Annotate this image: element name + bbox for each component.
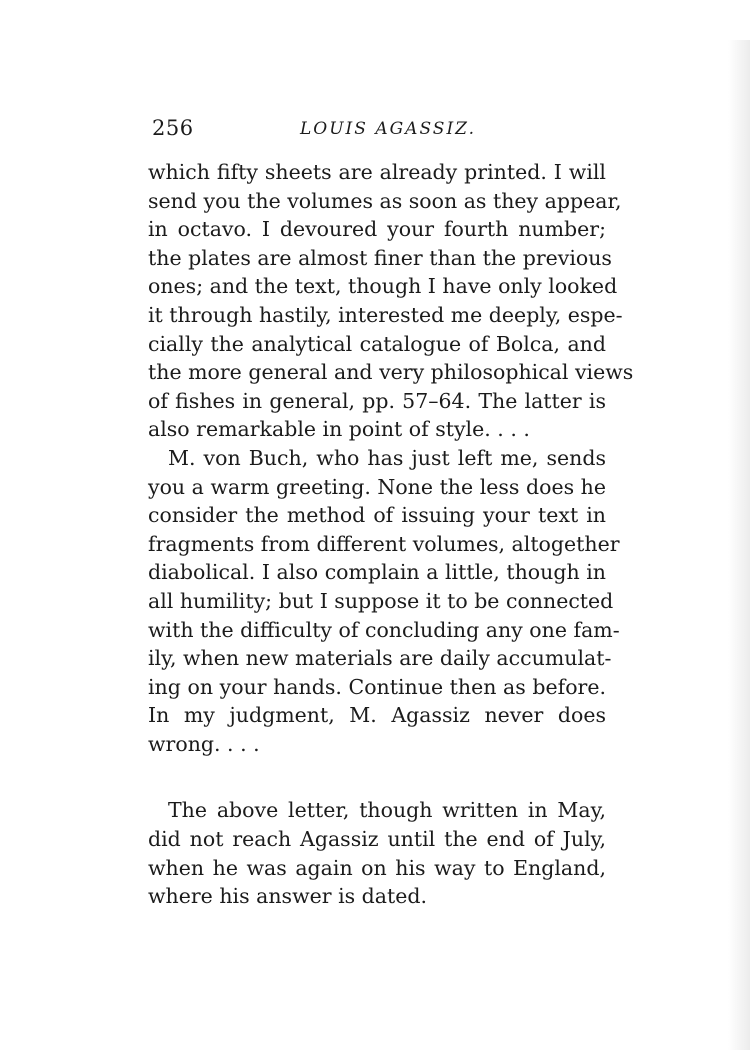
running-head: LOUIS AGASSIZ.: [300, 119, 477, 139]
text-line: when he was again on his way to England,: [148, 855, 606, 880]
text-line: fragments from different volumes, altogether: [148, 531, 620, 556]
text-line: where his answer is dated.: [148, 884, 428, 909]
text-line: send you the volumes as soon as they appear,: [148, 188, 622, 213]
text-line: which fifty sheets are already printed. I will: [148, 160, 606, 184]
text-line: M. von Buch, who has just left me, sends: [168, 445, 606, 470]
text-line: of fishes in general, pp. 57–64. The latter is: [148, 388, 606, 413]
text-line: with the difficulty of concluding any one fam-: [148, 617, 620, 642]
body-text: [148, 158, 634, 911]
text-line: the plates are almost finer than the previous: [148, 245, 612, 270]
text-line: ones; and the text, though I have only looked: [148, 274, 618, 299]
text-line: did not reach Agassiz until the end of July,: [148, 827, 606, 852]
text-line: cially the analytical catalogue of Bolca, and: [148, 331, 606, 356]
text-line: ing on your hands. Continue then as before.: [148, 674, 606, 699]
paragraph-von-buch: [148, 444, 620, 759]
text-line: consider the method of issuing your text in: [148, 503, 606, 528]
paragraph-gap: [148, 758, 606, 796]
text-line: In my judgment, M. Agassiz never does: [148, 703, 606, 728]
paragraph-letter-continuation: [148, 158, 634, 444]
text-line: also remarkable in point of style. . . .: [148, 417, 530, 442]
text-line: all humility; but I suppose it to be connected: [148, 588, 614, 613]
page-header: [150, 116, 610, 146]
text-line: the more general and very philosophical views: [148, 360, 634, 385]
text-line: in octavo. I devoured your fourth number;: [148, 217, 606, 242]
page-number: 256: [152, 116, 194, 140]
text-line: The above letter, though written in May,: [168, 798, 606, 823]
scan-edge-shadow: [728, 40, 750, 1050]
text-line: diabolical. I also complain a little, though in: [148, 560, 606, 585]
text-line: wrong. . . .: [148, 731, 260, 756]
text-line: it through hastily, interested me deeply, espe-: [148, 302, 623, 327]
paragraph-narrative: [148, 796, 606, 910]
text-line: ily, when new materials are daily accumulat-: [148, 646, 612, 671]
text-line: you a warm greeting. None the less does he: [148, 474, 606, 499]
